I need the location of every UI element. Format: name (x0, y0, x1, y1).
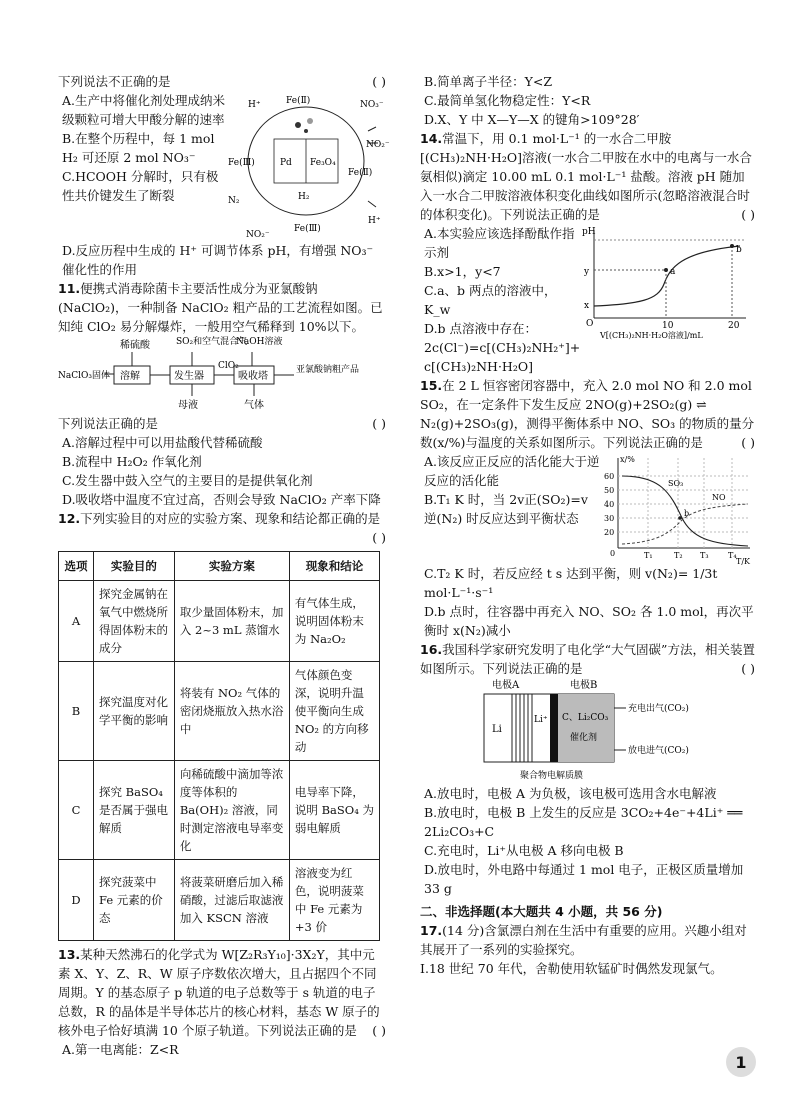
electrochemical-cell-diagram (420, 678, 755, 784)
axis-tick: y (584, 267, 590, 277)
table-row (59, 581, 380, 662)
flow-label: SO₂和空气混合气 (176, 337, 248, 347)
section-heading: 二、非选择题(本大题共 4 小题，共 56 分) (420, 904, 663, 919)
q16-option-a: A.放电时，电极 A 为负极，该电极可选用含水电解液 (424, 786, 717, 801)
q16-option-c: C.充电时，Li⁺从电极 A 移向电极 B (424, 843, 624, 858)
table-cell: 将装有 NO₂ 气体的密闭烧瓶放入热水浴中 (174, 662, 289, 761)
fig-label: 聚合物电解质膜 (520, 771, 584, 781)
q13-stem: 13.某种天然沸石的化学式为 W[Z₂R₃Y₁₀]·3X₂Y，其中元素 X、Y、Z、R、W 原子序数依次增大，且占据四个不同周期。Y 的基态原子 p 轨道的电子总数等于 s 轨道的电子总数，R 的晶体是半导体芯片的核心材料，基态 W 原子的核外电子恰好填满 10 个原子轨道。下列说法正确的是 ( ) (58, 947, 386, 1038)
q11-option-b: B.流程中 H₂O₂ 作氧化剂 (62, 454, 202, 469)
axis-tick: 30 (604, 514, 615, 523)
axis-tick: T₃ (700, 551, 709, 560)
table-cell: D (59, 860, 94, 941)
electrode-label: 电极B (570, 680, 598, 691)
table-cell: 探究温度对化学平衡的影响 (94, 662, 175, 761)
fig-label: NO₃⁻ (360, 100, 384, 110)
mole-fraction-chart (600, 452, 755, 564)
q17-subpart: Ⅰ.18 世纪 70 年代，舍勒使用软锰矿时偶然发现氯气。 (420, 961, 723, 976)
axis-origin: O (586, 319, 594, 329)
q16-battery-figure (420, 678, 755, 784)
axis-tick: 40 (604, 500, 615, 509)
table-cell: 溶液变为红色，说明菠菜中 Fe 元素为 +3 价 (289, 860, 379, 941)
fig-label: Li (492, 724, 502, 735)
axis-label: pH (582, 227, 596, 237)
axis-tick: 20 (604, 528, 615, 537)
ph-curve-chart (580, 224, 752, 340)
q15-option-a: A.该反应正反应的活化能大于逆反应的活化能 (424, 454, 600, 488)
q13-option-d: D.X、Y 中 X—Y—X 的键角>109°28′ (424, 112, 640, 127)
fig-label: H⁺ (368, 216, 381, 226)
q16-option-b: B.放电时，电极 B 上发生的反应是 3CO₂+4e⁻+4Li⁺ ══ 2Li₂CO₃+C (424, 805, 743, 839)
fig-label: C、Li₂CO₃ (562, 713, 609, 723)
table-cell: 气体颜色变深，说明升温使平衡向生成 NO₂ 的方向移动 (289, 662, 379, 761)
table-header-row (59, 552, 380, 581)
axis-label: x/% (620, 455, 635, 464)
fig-label: NO₂⁻ (246, 230, 270, 240)
table-cell: 探究 BaSO₄ 是否属于强电解质 (94, 761, 175, 860)
q14-stem: 14.常温下，用 0.1 mol·L⁻¹ 的一水合二甲胺[(CH₃)₂NH·H₂O]溶液(一水合二甲胺在水中的电离与一水合氨相似)滴定 10.00 mL 0.1 mol·L⁻¹ 盐酸。溶液 pH 随加入一水合二甲胺溶液体积变化曲线如图所示(忽略溶液混合时的体积变化)。下列说法正确的是 ( ) (420, 131, 755, 222)
q10-option-c: C.HCOOH 分解时，只有极性共价键发生了断裂 (62, 169, 219, 203)
flow-label: NaOH溶液 (236, 337, 283, 347)
fig-label: Fe(Ⅱ) (286, 96, 311, 106)
q10-option-d: D.反应历程中生成的 H⁺ 可调节体系 pH，有增强 NO₃⁻ 催化性的作用 (62, 243, 374, 277)
table-cell: A (59, 581, 94, 662)
fig-label: Fe(Ⅱ) (348, 168, 373, 178)
point-label: b (684, 509, 690, 518)
fig-label: NO₂⁻ (366, 140, 390, 150)
table-row (59, 761, 380, 860)
fig-label: Fe(Ⅲ) (228, 158, 255, 168)
right-column (420, 72, 755, 978)
q13-option-c: C.最简单氢化物稳定性：Y<R (424, 93, 591, 108)
q11-option-d: D.吸收塔中温度不宜过高，否则会导致 NaClO₂ 产率下降 (62, 492, 381, 507)
axis-label: T/K (736, 557, 751, 566)
fig-label: 放电进气(CO₂) (628, 746, 689, 756)
q10-stem: 下列说法不正确的是 ( ) (58, 74, 386, 89)
q11-stem: 11.便携式消毒除菌卡主要活性成分为亚氯酸钠(NaClO₂)，一种制备 NaClO₂ 粗产品的工艺流程如图。已知纯 ClO₂ 易分解爆炸，一般用空气稀释到 10%以下。 (58, 281, 383, 334)
q14-option-d-line3: c[(CH₃)₂NH·H₂O] (424, 359, 533, 374)
flow-label: 亚氯酸钠粗产品 (296, 365, 360, 375)
q14-option-a: A.本实验应该选择酚酞作指示剂 (424, 226, 575, 260)
axis-tick: 20 (728, 321, 740, 331)
table-header: 选项 (59, 552, 94, 581)
table-row (59, 662, 380, 761)
series-label: SO₃ (668, 479, 684, 488)
table-cell: B (59, 662, 94, 761)
left-column (58, 72, 390, 1059)
axis-origin: 0 (610, 549, 616, 558)
flow-label: ClO₂ (218, 361, 239, 371)
flow-label: 稀硫酸 (120, 340, 150, 351)
axis-tick: 10 (662, 321, 674, 331)
q15-option-b: B.T₁ K 时，当 2v正(SO₂)=v逆(N₂) 时反应达到平衡状态 (424, 492, 588, 526)
process-flow-diagram (58, 336, 386, 414)
axis-tick: x (584, 301, 590, 311)
q16-option-d: D.放电时，外电路中每通过 1 mol 电子，正极区质量增加 33 g (424, 862, 744, 896)
q11-flowchart (58, 336, 386, 414)
q11-option-a: A.溶解过程中可以用盐酸代替稀硫酸 (62, 435, 263, 450)
q12-stem: 12.下列实验目的对应的实验方案、现象和结论都正确的是 (58, 511, 381, 526)
axis-tick: 50 (604, 486, 615, 495)
page-number-badge: 1 (726, 1047, 756, 1077)
q15-option-d: D.b 点时，往容器中再充入 NO、SO₂ 各 1.0 mol，再次平衡时 x(N₂)减小 (424, 604, 754, 638)
point-label: a (670, 267, 676, 277)
q15-option-c: C.T₂ K 时，若反应经 t s 达到平衡，则 v(N₂)= 1/3t mol·L⁻¹·s⁻¹ (424, 566, 718, 600)
table-cell: C (59, 761, 94, 860)
table-header: 实验目的 (94, 552, 175, 581)
electrode-label: 电极A (492, 680, 520, 691)
table-cell: 向稀硫酸中滴加等浓度等体积的 Ba(OH)₂ 溶液，同时测定溶液电导率变化 (174, 761, 289, 860)
axis-tick: 60 (604, 472, 615, 481)
q15-equilibrium-chart (600, 452, 755, 564)
q11-stem2: 下列说法正确的是 ( ) (58, 416, 386, 431)
flow-box: 溶解 (120, 371, 140, 382)
q11-option-c: C.发生器中鼓入空气的主要目的是提供氧化剂 (62, 473, 313, 488)
point-label: b (736, 245, 742, 255)
flow-box: 发生器 (174, 371, 204, 382)
series-label: NO (712, 493, 726, 502)
table-cell: 探究菠菜中 Fe 元素的价态 (94, 860, 175, 941)
flow-label: 母液 (178, 400, 198, 411)
table-cell: 将菠菜研磨后加入稀硝酸，过滤后取滤液加入 KSCN 溶液 (174, 860, 289, 941)
axis-tick: T₄ (728, 551, 737, 560)
table-cell: 有气体生成，说明固体粉末为 Na₂O₂ (289, 581, 379, 662)
fig-label: Fe(Ⅲ) (294, 224, 321, 234)
q13-option-a: A.第一电离能：Z<R (62, 1042, 179, 1057)
q17-text: 17.(14 分)含氯漂白剂在生活中有重要的应用。兴趣小组对其展开了一系列的实验探究。 (420, 923, 747, 957)
table-cell: 取少量固体粉末，加入 2~3 mL 蒸馏水 (174, 581, 289, 662)
q10-option-a: A.生产中将催化剂处理成纳米级颗粒可增大甲酸分解的速率 (62, 93, 226, 127)
fig-label: 催化剂 (570, 733, 598, 743)
table-cell: 探究金属钠在氧气中燃烧所得固体粉末的成分 (94, 581, 175, 662)
q14-option-d: D.b 点溶液中存在： (424, 321, 538, 336)
axis-tick: T₁ (644, 551, 653, 560)
q10-option-b: B.在整个历程中，每 1 mol H₂ 可还原 2 mol NO₃⁻ (62, 131, 215, 165)
fig-label: Li⁺ (534, 715, 548, 725)
fig-label: Fe₃O₄ (310, 158, 336, 168)
q12-paren: ( ) (372, 530, 386, 545)
q13-option-b: B.简单离子半径：Y<Z (424, 74, 553, 89)
table-cell: 电导率下降，说明 BaSO₄ 为弱电解质 (289, 761, 379, 860)
flow-label: NaClO₃固体 (58, 371, 110, 381)
fig-label: Pd (280, 158, 292, 168)
q10-mechanism-figure (228, 91, 390, 241)
q14-option-d-line2: 2c(Cl⁻)=c[(CH₃)₂NH₂⁺]+ (424, 340, 581, 355)
flow-label: 气体 (244, 400, 264, 411)
flow-box: 吸收塔 (238, 371, 268, 382)
table-header: 实验方案 (174, 552, 289, 581)
q12-experiment-table (58, 551, 380, 941)
q14-option-b: B.x>1，y<7 (424, 264, 501, 279)
q14-option-c: C.a、b 两点的溶液中，K_w (424, 283, 557, 317)
q15-stem: 15.在 2 L 恒容密闭容器中，充入 2.0 mol NO 和 2.0 mol SO₂，在一定条件下发生反应 2NO(g)+2SO₂(g) ⇌ N₂(g)+2SO₃(g)，测得平衡体系中 NO、SO₃ 的物质的量分数(x/%)与温度的关系如图所示。下列说法正确的是 ( ) (420, 378, 755, 450)
axis-label: V[(CH₃)₂NH·H₂O溶液]/mL (600, 331, 703, 340)
fig-label: H⁺ (248, 100, 261, 110)
table-header: 现象和结论 (289, 552, 379, 581)
fig-label: N₂ (228, 196, 240, 206)
fig-label: 充电出气(CO₂) (628, 704, 689, 714)
fig-label: H₂ (298, 192, 310, 202)
axis-tick: T₂ (674, 551, 683, 560)
table-row (59, 860, 380, 941)
q16-stem: 16.我国科学家研究发明了电化学“大气固碳”方法，相关装置如图所示。下列说法正确的是 ( ) (420, 642, 755, 676)
q14-titration-chart (580, 224, 752, 340)
catalytic-cycle-diagram (228, 91, 390, 241)
